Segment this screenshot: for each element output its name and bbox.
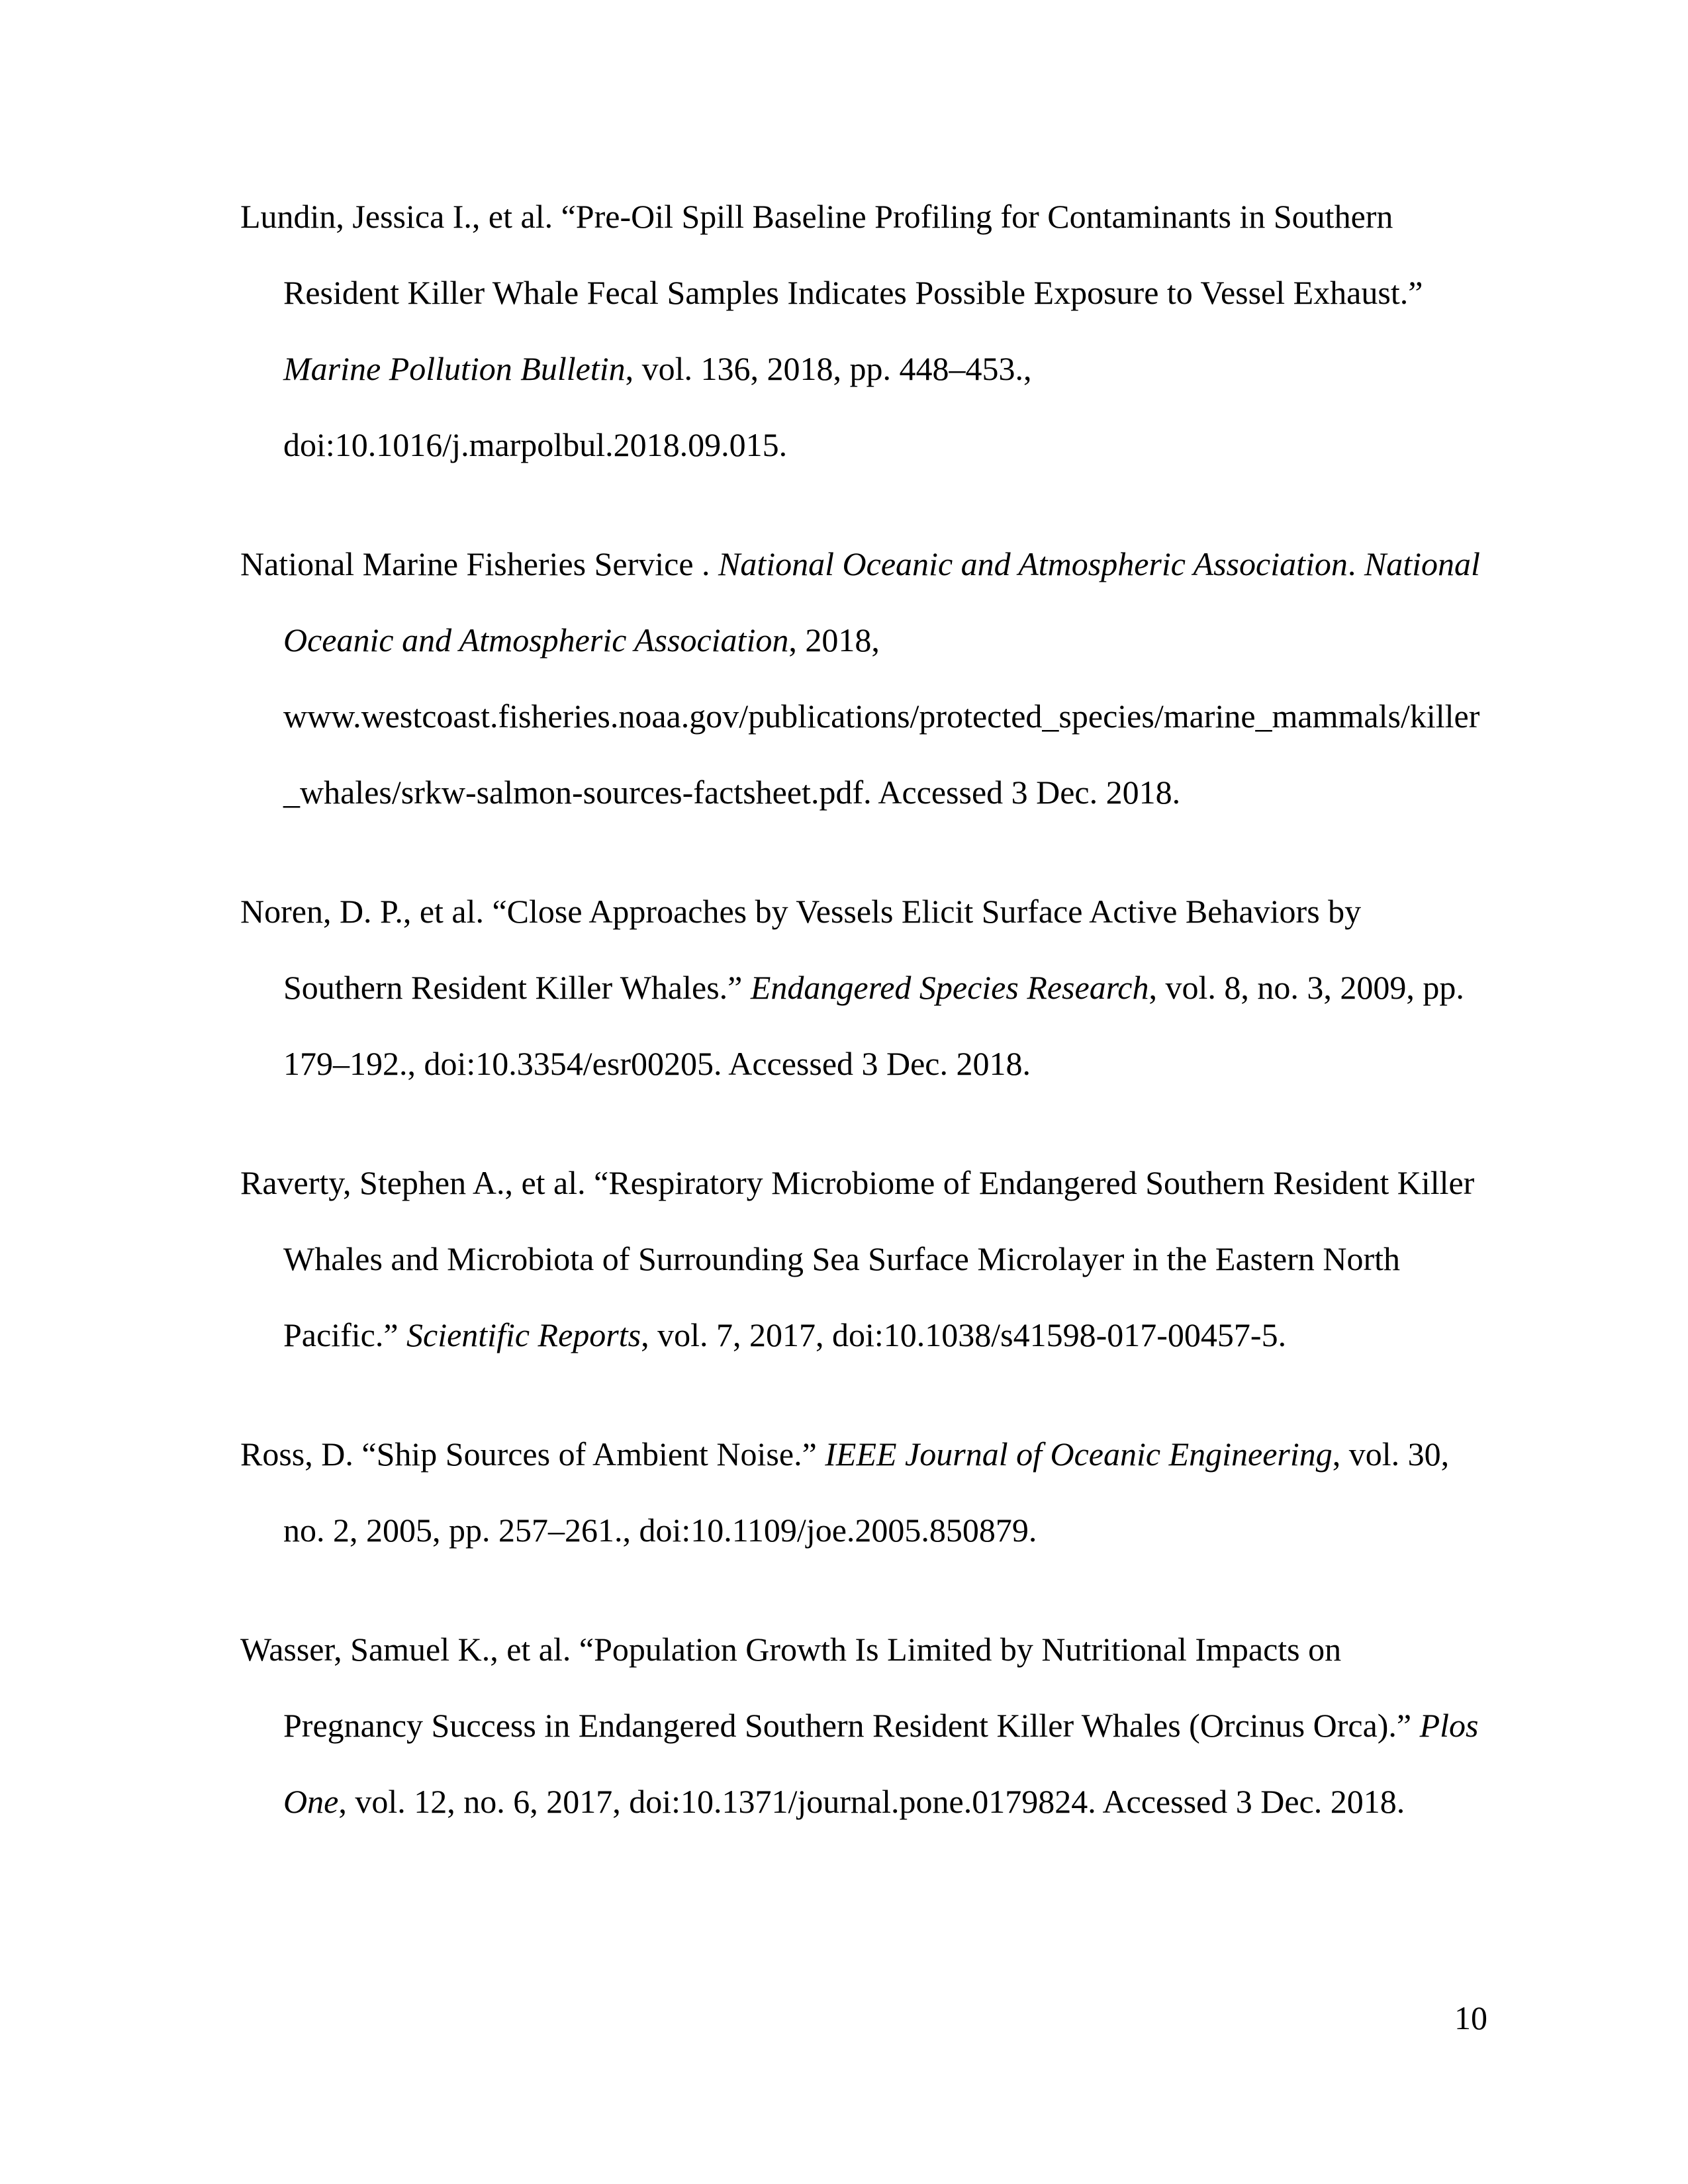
citation-text: , vol. 136, 2018, pp. 448–453., [625,350,1032,387]
citation-text: Pacific.” [283,1316,407,1353]
citation-text: Ross, D. “Ship Sources of Ambient Noise.” [240,1435,825,1473]
citation-text: , vol. 30, [1332,1435,1450,1473]
citation-text: National Marine Fisheries Service . [240,545,719,582]
citation-italic-text: National Oceanic and Atmospheric Association [718,545,1348,582]
citation-text: , vol. 7, 2017, doi:10.1038/s41598-017-00457-5. [641,1316,1287,1353]
citation-text: Resident Killer Whale Fecal Samples Indicates Possible Exposure to Vessel Exhaust.” [283,274,1423,311]
citation-text: Noren, D. P., et al. “Close Approaches by Vessels Elicit Surface Active Behaviors by [240,893,1362,930]
citation-text: Raverty, Stephen A., et al. “Respiratory Microbiome of Endangered Southern Resident Killer [240,1164,1475,1201]
citation-text: . [1347,545,1364,582]
citation-entry [240,179,1564,483]
citation-text: www.westcoast.fisheries.noaa.gov/publications/protected_species/marine_mammals/killer [283,698,1480,735]
citation-text: Pregnancy Success in Endangered Southern Resident Killer Whales (Orcinus Orca).” [283,1707,1420,1744]
citation-text: Lundin, Jessica I., et al. “Pre-Oil Spill Baseline Profiling for Contaminants in Southern [240,198,1393,235]
citation-text: Whales and Microbiota of Surrounding Sea Surface Microlayer in the Eastern North [283,1240,1400,1277]
citation-text: , 2018, [788,621,880,659]
citation-text: Southern Resident Killer Whales.” [283,969,751,1006]
citation-italic-text: One [283,1783,339,1820]
citation-text: , vol. 12, no. 6, 2017, doi:10.1371/journal.pone.0179824. Accessed 3 Dec. 2018. [338,1783,1405,1820]
citation-text: , vol. 8, no. 3, 2009, pp. [1149,969,1464,1006]
citation-entry [240,874,1564,1102]
citation-italic-text: Oceanic and Atmospheric Association [283,621,789,659]
citation-italic-text: National [1364,545,1480,582]
citation-text: no. 2, 2005, pp. 257–261., doi:10.1109/joe.2005.850879. [283,1512,1037,1549]
citation-entry [240,1145,1564,1373]
citation-italic-text: Scientific Reports [406,1316,641,1353]
citation-entry [240,526,1564,831]
citation-text: _whales/srkw-salmon-sources-factsheet.pdf. Accessed 3 Dec. 2018. [283,774,1181,811]
citation-text: doi:10.1016/j.marpolbul.2018.09.015. [283,426,788,463]
works-cited-list [240,179,1564,1883]
page-number: 10 [1454,1999,1487,2036]
citation-entry [240,1416,1564,1569]
citation-italic-text: Endangered Species Research [750,969,1149,1006]
citation-text: Wasser, Samuel K., et al. “Population Growth Is Limited by Nutritional Impacts on [240,1631,1342,1668]
citation-italic-text: Marine Pollution Bulletin [283,350,626,387]
citation-italic-text: Plos [1419,1707,1479,1744]
citation-text: 179–192., doi:10.3354/esr00205. Accessed 3 Dec. 2018. [283,1045,1031,1082]
citation-entry [240,1612,1564,1840]
citation-italic-text: IEEE Journal of Oceanic Engineering [825,1435,1333,1473]
